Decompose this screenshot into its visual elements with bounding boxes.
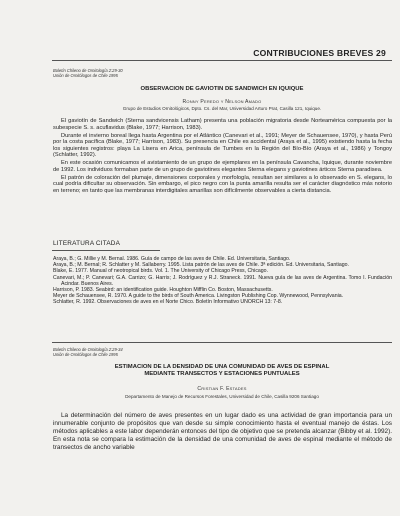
article1-authors: Ronny Peredo y Nelson Amado	[182, 99, 262, 105]
article1-paragraph: El gaviotín de Sandwich (Sterna sandvicensis Latham) presenta una población migratoria desde Norteamérica compuesta por la subespecie S. s. acuflavidus (Blake, 1977; Harrison, 1983).	[53, 118, 392, 131]
article1-body	[53, 118, 392, 194]
running-head: CONTRIBUCIONES BREVES 29	[253, 48, 386, 58]
article1-meta-line: Unión de Ornitólogos de Chile 1995	[53, 73, 118, 78]
reference-item: Araya, B.; M. Bernal; R. Schlatter y M. Sallaberry. 1995. Lista patrón de las aves de Chile. 3ª edición. Ed. Universitaria, Santiago.	[53, 262, 349, 269]
article2-meta-line: Boletín Chileno de Ornitología 2:29-34	[53, 347, 123, 352]
article2-title-line: MEDIANTE TRANSECTOS Y ESTACIONES PUNTUALES	[144, 371, 300, 377]
article2-meta	[53, 347, 123, 357]
article-separator-rule	[52, 342, 392, 343]
article1-title: OBSERVACION DE GAVIOTIN DE SANDWICH EN IQUIQUE	[140, 86, 304, 92]
references-rule	[52, 250, 160, 251]
article2-body	[53, 412, 392, 452]
article2-paragraph: La determinación del número de aves presentes en un lugar dado es una actividad de gran importancia para un innumerable conjunto de propósitos que van desde su simple conocimiento hasta el eventual manejo de éstas. Los métodos aplicables a este labor dependerán entonces del tipo de objetivo que se pretenda alcanzar (Bibby et al. 1992). En esta nota se compara la estimación de la densidad de una comunidad de aves de espinal mediante el método de transectos de ancho variable	[53, 412, 392, 451]
article2-meta-line: Unión de Ornitólogos de Chile 1995	[53, 352, 118, 357]
article1-meta	[53, 68, 123, 78]
article1-meta-line: Boletín Chileno de Ornitología 2:29-30	[53, 68, 123, 73]
article1-paragraph: El patrón de coloración del plumaje, dimensiones corporales y morfología, resultan ser similares a lo observado en S. elegans, lo cual podría dificultar su observación. Sin embargo, el pico negro con la punta amarilla resulta ser el carácter diagnóstico más notorio en terreno; en tanto que las membranas interdigitales amarillas son difícilmente observables a cierta distancia.	[53, 174, 392, 194]
article2-author: Cristian F. Estades	[197, 386, 247, 392]
reference-item: Blake, E. 1977. Manual of neotropical birds. Vol. 1. The University of Chicago Press, Chicago.	[53, 268, 269, 275]
article1-affiliation: Grupo de Estudios Ornitológicos, Dpto. Cs. del Mar, Universidad Arturo Prat, Casilla 121, Iquique.	[122, 106, 322, 111]
references-heading: LITERATURA CITADA	[53, 240, 121, 247]
reference-item: Canevari, M.; P. Canevari; G.A. Carrizo; G. Harris; J. Rodríguez y R.J. Straneck. 1991. Nueva guía de las aves de Argentina. Tomo I. Fundación Acindar. Buenos Aires.	[53, 274, 392, 287]
article2-title	[52, 364, 392, 378]
article2-title-line: ESTIMACION DE LA DENSIDAD DE UNA COMUNIDAD DE AVES DE ESPINAL	[114, 364, 330, 370]
article1-paragraph: En este ocasión comunicamos el avistamiento de un grupo de ejemplares en la península Cavancha, Iquique, durante noviembre de 1992. Los individuos formaban parte de un grupo de gaviotines elegantes Sterna elegans y gaviotines árticos Sterna paradisea.	[53, 160, 392, 173]
article2-affiliation: Departamento de Manejo de Recursos Forestales, Universidad de Chile, Casilla 9206 Santiago	[125, 394, 319, 399]
article1-paragraph: Durante el invierno boreal llega hasta Argentina por el Atlántico (Canevari et al., 1991; Meyer de Schauensee, 1970), y hasta Perú por la costa pacífica (Blake, 1977; Harrison, 1983). Su presencia en Chile es accidental (Araya et al., 1995) existiendo hasta la fecha los siguientes registros: playa La Lisera en Arica, península de Tumbes en la Región del Bío-Bío (Araya et al., 1986) y Tongoy (Schlatter, 1992).	[53, 132, 392, 158]
references-list	[53, 256, 392, 306]
reference-item: Schlatter, R. 1992. Observaciones de aves en el Norte Chico. Boletín Informativo UNORCH 13: 7-8.	[53, 299, 283, 306]
reference-item: Harrison, P. 1983. Seabird: an identification guide. Houghton Mifflin Co. Boston, Massachusetts.	[53, 287, 273, 294]
header-rule	[52, 60, 392, 61]
reference-item: Meyer de Schauensee, R. 1970. A guide to the birds of South America. Livingston Publishing Cop. Wynnewood, Pennsylvania.	[53, 293, 344, 300]
reference-item: Araya, B.; G. Millie y M. Bernal. 1986. Guía de campo de las aves de Chile. Ed. Universitaria, Santiago.	[53, 256, 291, 262]
